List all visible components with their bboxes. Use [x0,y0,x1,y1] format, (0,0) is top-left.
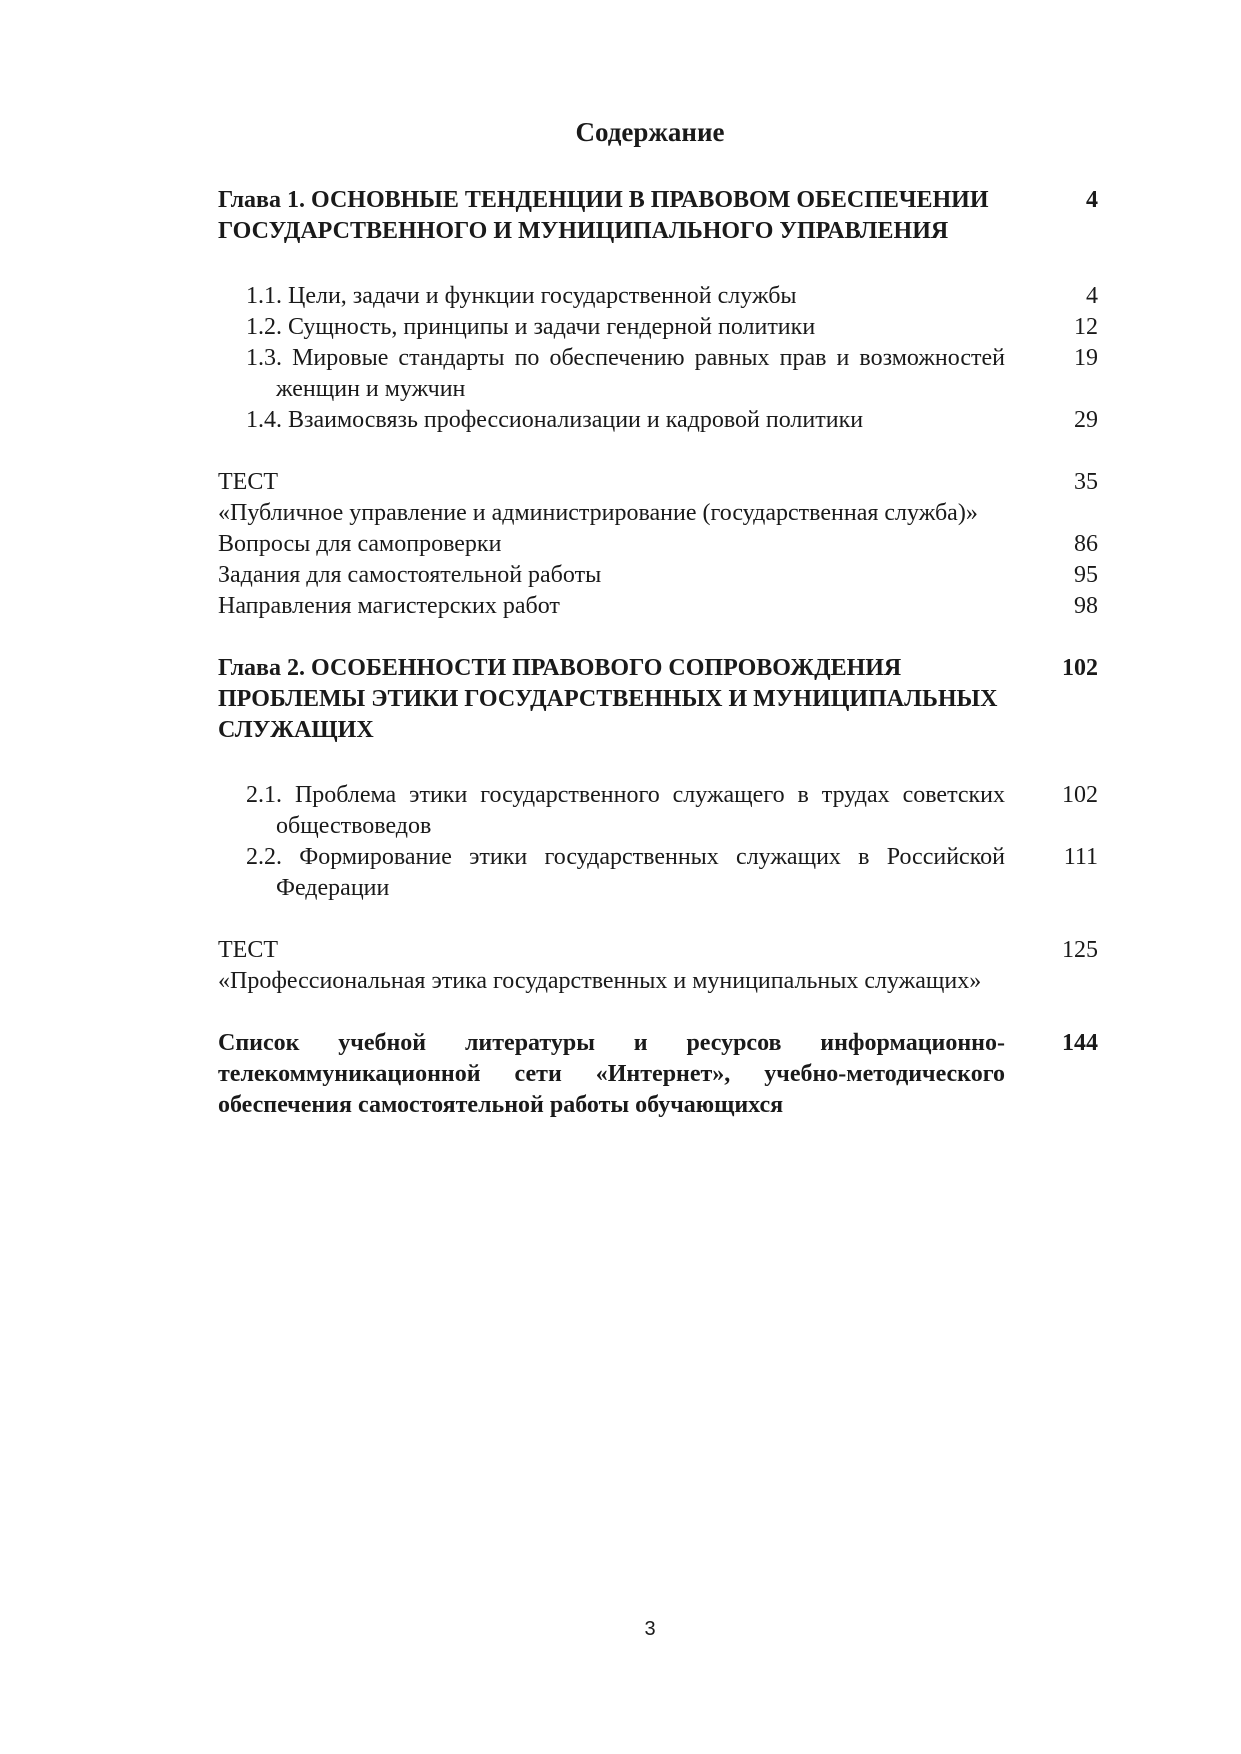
toc-chapter-1[interactable] [218,185,1098,247]
toc-entry-text: 1.1. Цели, задачи и функции государственной службы [246,283,797,309]
toc-test-subtitle: «Публичное управление и администрирование (государственная служба)» [218,500,978,526]
toc-page-number: 19 [1074,345,1098,371]
toc-page-number: 12 [1074,314,1098,340]
toc-entry-text: 2.1. Проблема этики государственного служащего в трудах советских обществоведов [246,782,1005,839]
toc-entry-text: 1.3. Мировые стандарты по обеспечению равных прав и возможностей женщин и мужчин [246,345,1005,402]
toc-section-1-4[interactable] [218,405,1098,436]
toc-entry-text: Глава 1. ОСНОВНЫЕ ТЕНДЕНЦИИ В ПРАВОВОМ ОБЕСПЕЧЕНИИ ГОСУДАРСТВЕННОГО И МУНИЦИПАЛЬНОГО УПРАВЛЕНИЯ [218,187,989,244]
toc-section-2-1[interactable] [218,780,1098,842]
toc-test-1[interactable] [218,467,1098,529]
toc-literature[interactable] [218,1028,1098,1121]
toc-page-number: 102 [1062,782,1098,808]
toc-section-1-2[interactable] [218,312,1098,343]
toc-entry-text: Направления магистерских работ [218,593,560,619]
toc-section-2-2[interactable] [218,842,1098,904]
toc-page-number: 95 [1074,562,1098,588]
toc-entry-text: 1.4. Взаимосвязь профессионализации и кадровой политики [246,407,864,433]
table-of-contents [218,185,1098,1121]
toc-independent-work[interactable] [218,560,1098,591]
toc-page-number: 4 [1086,187,1098,213]
toc-entry-text: Глава 2. ОСОБЕННОСТИ ПРАВОВОГО СОПРОВОЖДЕНИЯ ПРОБЛЕМЫ ЭТИКИ ГОСУДАРСТВЕННЫХ И МУНИЦИПАЛЬНЫХ СЛУЖАЩИХ [218,655,998,743]
page-title: Содержание [575,117,725,147]
toc-test-2[interactable] [218,935,1098,997]
toc-section-1-3[interactable] [218,343,1098,405]
toc-test-subtitle: «Профессиональная этика государственных и муниципальных служащих» [218,968,982,994]
toc-test-heading: ТЕСТ [218,937,278,963]
toc-page-number: 125 [1062,937,1098,963]
toc-entry-text: 1.2. Сущность, принципы и задачи гендерной политики [246,314,816,340]
toc-page-number: 102 [1062,655,1098,681]
toc-page-number: 4 [1086,283,1098,309]
toc-page-number: 86 [1074,531,1098,557]
toc-page-number: 111 [1063,844,1098,870]
toc-page-number: 98 [1074,593,1098,619]
toc-entry-text: Список учебной литературы и ресурсов информационно-телекоммуникационной сети «Интернет», учебно-методического обеспечения самостоятельной работы обучающихся [218,1030,1005,1118]
toc-entry-text: Задания для самостоятельной работы [218,562,602,588]
toc-chapter-2[interactable] [218,653,1098,746]
toc-page-number: 144 [1062,1030,1098,1056]
toc-page-number: 29 [1074,407,1098,433]
toc-entry-text: Вопросы для самопроверки [218,531,502,557]
toc-self-check[interactable] [218,529,1098,560]
toc-test-heading: ТЕСТ [218,469,278,495]
toc-page-number: 35 [1074,469,1098,495]
toc-entry-text: 2.2. Формирование этики государственных служащих в Российской Федерации [246,844,1005,901]
page-number: 3 [644,1618,656,1640]
toc-master-theses[interactable] [218,591,1098,622]
toc-section-1-1[interactable] [218,281,1098,312]
